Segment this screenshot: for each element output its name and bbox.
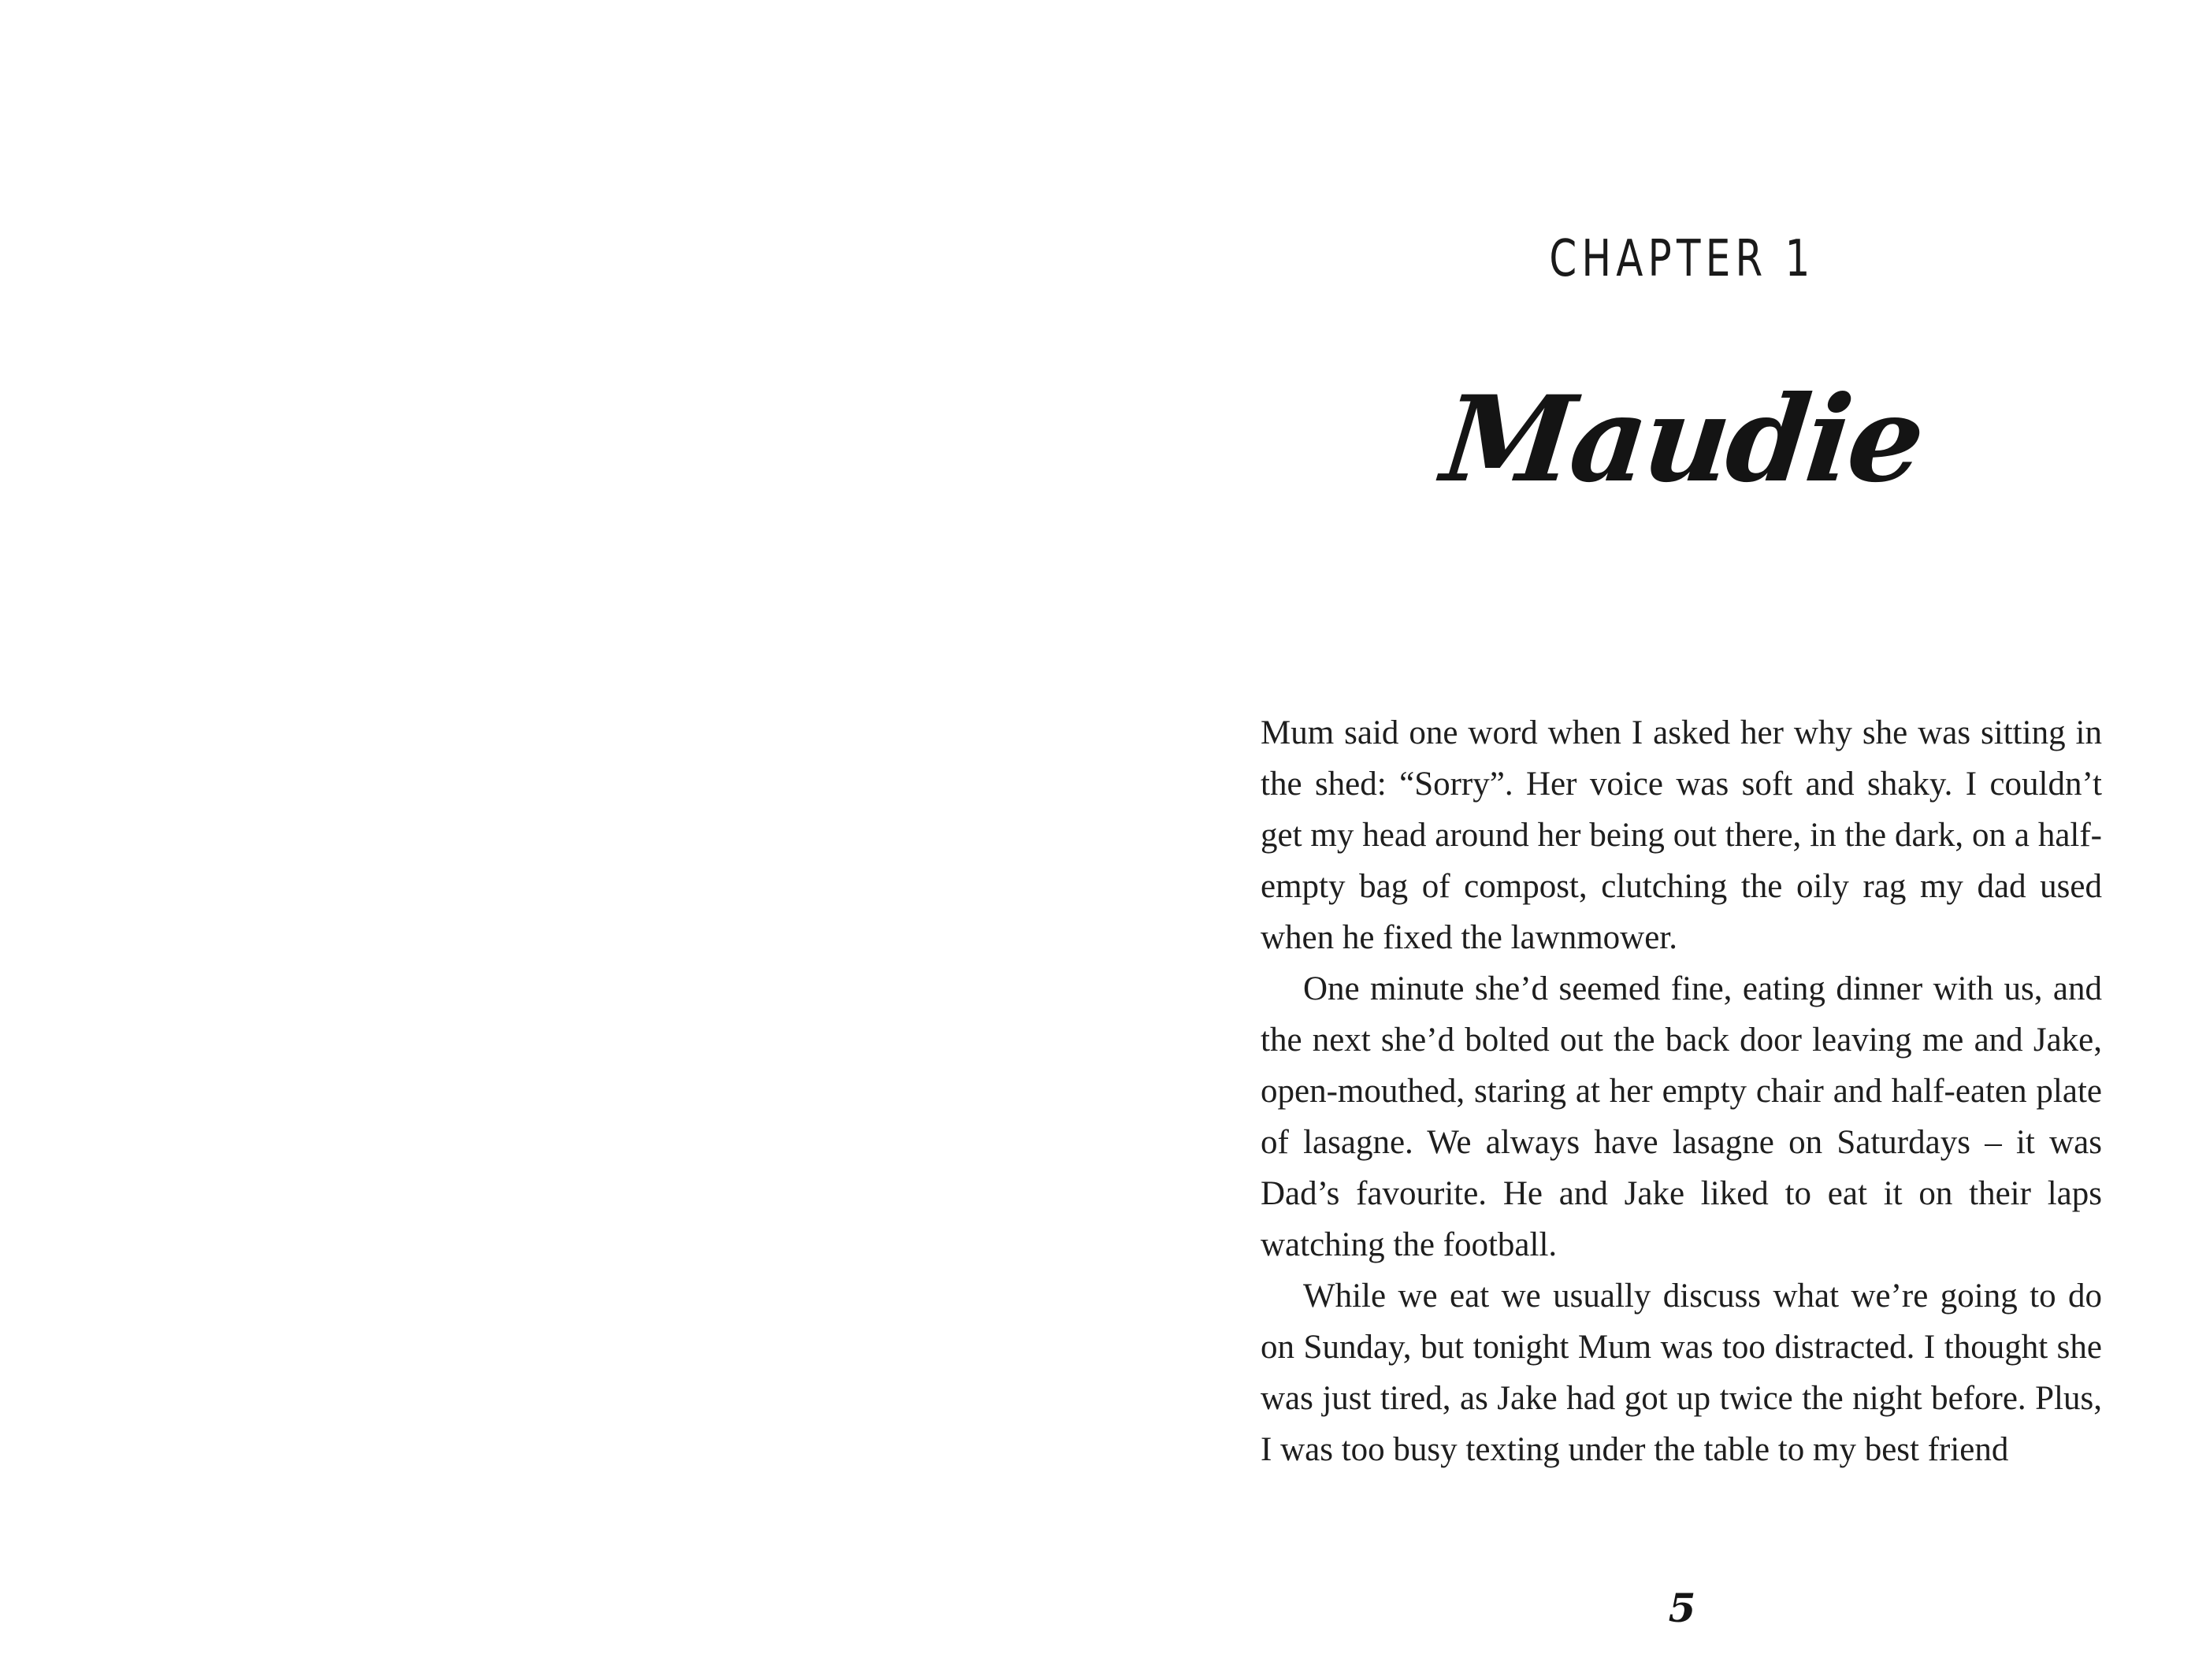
chapter-title: Maudie	[1435, 370, 1929, 509]
paragraph-1: Mum said one word when I asked her why she was sitting in the shed: “Sorry”. Her voice was soft and shaky. I couldn’t get my head around her being out there, in the dark, on a half-empty bag of compost, clutching the oily rag my dad used when he fixed the lawnmower.	[1261, 714, 2102, 956]
paragraph-3: While we eat we usually discuss what we’re going to do on Sunday, but tonight Mum was too distracted. I thought she was just tired, as Jake had got up twice the night before. Plus, I was too busy texting under the table to my best friend	[1261, 1278, 2102, 1468]
page-number: 5	[1668, 1585, 1696, 1631]
chapter-label: CHAPTER 1	[1549, 230, 1815, 288]
chapter-body	[1261, 707, 2102, 1475]
paragraph-2: One minute she’d seemed fine, eating dinner with us, and the next she’d bolted out the back door leaving me and Jake, open-mouthed, staring at her empty chair and half-eaten plate of lasagne. We always have lasagne on Saturdays – it was Dad’s favourite. He and Jake liked to eat it on their laps watching the football.	[1261, 970, 2102, 1263]
